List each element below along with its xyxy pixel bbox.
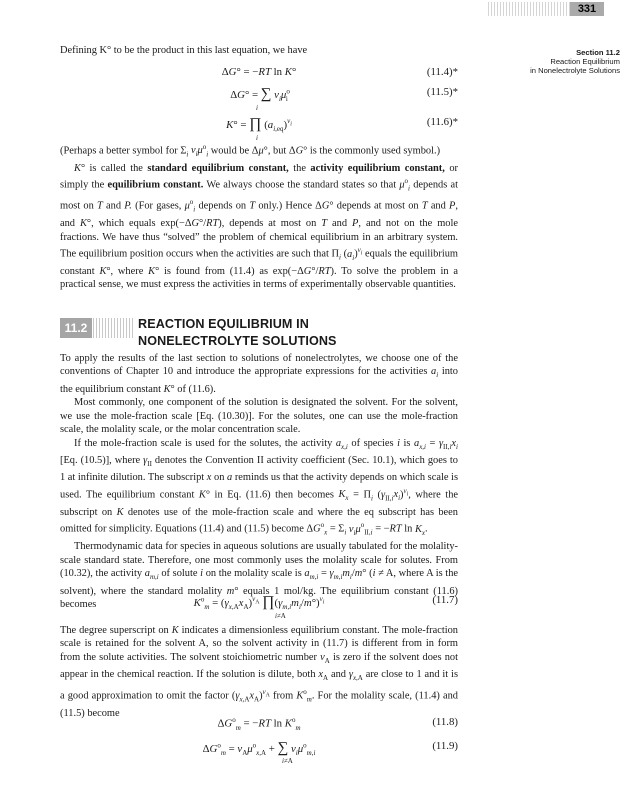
equation-11-7: [60, 594, 458, 614]
equation-11-8: [60, 716, 458, 732]
intro-line: Defining K° to be the product in this last equation, we have: [60, 45, 308, 56]
equation-11-9-number: (11.9): [432, 740, 458, 752]
paragraph-nonelectrolytes: To apply the results of the last section to solutions of nonelectrolytes, we choose one of the conventions of Chapter 10 and introduce the appropriate expressions for the activities $a_i$ into the equilibrium constant K° of (11.6). Most commonly, one component of the solution is designated the solvent. For the solvent, we use the mole-fraction scale [Eq. (10.30)]. For the solutes, one can use the mole-fraction scale, the molality scale, or the molar concentration scale. If the mole-fraction scale is used for the solutes, the activity $a_{x,i}$ of species i is $a_{x,i} = \gamma_{II,i}x_i$ [Eq. (10.5)], where $\gamma_{II}$ denotes the Convention II activity coefficient (Sec. 10.1), which goes to 1 at infinite dilution. The subscript x on a reminds us that the activity depends on which scale is used. The equilibrium constant K° in Eq. (11.6) then becomes $K_x = \Pi_i$ $(\gamma_{II,i}x_i)^{\nu_i}$, where the subscript on K denotes use of the mole-fraction scale and where the eq subscript has been omitted for simplicity. Equations (11.4) and (11.5) become $\Delta G^o_x = \Sigma_i$ $\nu_i\mu^o_{II,i} = -RT$ $\ln K_x$. Thermodynamic data for species in aqueous solutions are usually tabulated for the molality-scale standard state. Therefore, one most commonly uses the molality scale for solutes. From (10.32), the activity $a_{m,i}$ of solute i on the molality scale is $a_{m,i} = \gamma_{m,i}m_i/m^\circ$ (i ≠ A, where A is the solvent), where the standard molality m° equals 1 mol/kg. The equilibrium constant (11.6) becomes: [60, 353, 459, 610]
equation-11-8-body: $\Delta G^o_m = -RT$ $\ln K^o_m$: [217, 716, 301, 732]
equation-11-7-number: (11.7): [432, 594, 458, 606]
textbook-page: 331 Section 11.2 Reaction Equilibrium in Nonelectrolyte Solutions Defining K° to be the product in this last equation, we have ΔG° = −RT ln K° (11.4)* ΔG° = ∑ $\nu_i\mu^o_i$ (11.5)* i K° = ∏ $(a_{i,eq})^{\nu_i}$ (11.6)* i (Perhaps a better symbol for $\Sigma_i$ $\nu_i\mu^o_i$ would be Δμ°, but ΔG° is the commonly used symbol.) K° is called the standard equilibrium constant, the activity equilibrium constant, or simply the equilibrium constant. We always choose the standard states so that $\mu^o_i$ depends at most on T and P. (For gases, $\mu^o_i$ depends on T only.) Hence ΔG° depends at most on T and P, and K°, which equals exp(−ΔG°/RT), depends at most on T and P, and not on the mole fractions. We have thus “solved” the problem of chemical equilibrium in an arbitrary system. The equilibrium position occurs when the activities are such that $\Pi_i$ $(a_i)^{\nu_i}$ equals the equilibrium constant K°, where K° is found from (11.4) as exp(−ΔG°/RT). To solve the problem in a practical sense, we must express the activities in terms of experimentally observable quantities. 11.2 REACTION EQUILIBRIUM IN NONELECTROLYTE SOLUTIONS To apply the results of the last section to solutions of nonelectrolytes, we choose one of the conventions of Chapter 10 and introduce the appropriate expressions for the activities $a_i$ into the equilibrium constant K° of (11.6). Most commonly, one component of the solution is designated the solvent. For the solvent, we use the mole-fraction scale [Eq. (10.30)]. For the solutes, one can use the mole-fraction scale, the molality scale, or the molar concentration scale. If the mole-fraction scale is used for the solutes, the activity $a_{x,i}$ of species i is $a_{x,i} = \gamma_{II,i}x_i$ [Eq. (10.5)], where $\gamma_{II}$ denotes the Convention II activity coefficient (Sec. 10.1), which goes to 1 at infinite dilution. The subscript x on a reminds us that the activity depends on which scale is used. The equilibrium constant K° in Eq. (11.6) then becomes $K_x = \Pi_i$ $(\gamma_{II,i}x_i)^{\nu_i}$, where the subscript on K denotes use of the mole-fraction scale and where the eq subscript has been omitted for simplicity. Equations (11.4) and (11.5) become $\Delta G^o_x = \Sigma_i$ $\nu_i\mu^o_{II,i} = -RT$ $\ln K_x$. Thermodynamic data for species in aqueous solutions are usually tabulated for the molality-scale standard state. Therefore, one most commonly uses the molality scale for solutes. From (10.32), the activity $a_{m,i}$ of solute i on the molality scale is $a_{m,i} = \gamma_{m,i}m_i/m^\circ$ (i ≠ A, where A is the solvent), where the standard molality m° equals 1 mol/kg. The equilibrium constant (11.6) becomes $K^o_m = (\gamma_{x,A}x_A)^{\nu_A}$ $\prod(\gamma_{m,i}m_i/m^\circ)^{\nu_i}$ (11.7) i≠A The degree superscript on K indicates a dimensionless equilibrium constant. The mole-fraction scale is retained for the solvent A, so the solvent activity in (11.7) is different from in form from the solute activities. The solvent stoichiometric number $\nu_A$ is zero if the solvent does not appear in the chemical reaction. If the solution is dilute, both $x_A$ and $\gamma_{x,A}$ are close to 1 and it is a good approximation to omit the factor $(\gamma_{x,A}x_A)^{\nu_A}$ from $K^o_m$. For the molality scale, (11.4) and (11.5) become $\Delta G^o_m = -RT$ $\ln K^o_m$ (11.8) $\Delta G^o_m = \nu_A\mu^o_{x,A}$ + ∑ $\nu_i\mu^o_{m,i}$ (11.9) i≠A: [60, 3, 620, 765]
equation-11-4-number: (11.4)*: [426, 66, 458, 78]
equation-11-5-body: ΔG° = ∑ $\nu_i\mu^o_i$: [230, 86, 290, 104]
equation-11-6-body: K° = ∏ $(a_{i,eq})^{\nu_i}$: [226, 116, 292, 134]
paragraph-degree-superscript: The degree superscript on K indicates a dimensionless equilibrium constant. The mole-fraction scale is retained for the solvent A, so the solvent activity in (11.7) is different from in form from the solute activities. The solvent stoichiometric number $\nu_A$ is zero if the solvent does not appear in the chemical reaction. If the solution is dilute, both $x_A$ and $\gamma_{x,A}$ are close to 1 and it is a good approximation to omit the factor $(\gamma_{x,A}x_A)^{\nu_A}$ from $K^o_m$. For the molality scale, (11.4) and (11.5) become: [60, 625, 459, 719]
equation-11-4-body: ΔG° = −RT ln K°: [221, 66, 297, 78]
section-title-line-2: NONELECTROLYTE SOLUTIONS: [138, 334, 337, 348]
section-title-line-1: REACTION EQUILIBRIUM IN: [138, 317, 309, 331]
equation-11-6-number: (11.6)*: [426, 116, 458, 128]
equation-11-9: [60, 740, 458, 756]
equation-11-7-body: $K^o_m = (\gamma_{x,A}x_A)^{\nu_A}$ $\prod(\gamma_{m,i}m_i/m^\circ)^{\nu_i}$: [193, 594, 325, 612]
section-title: [138, 316, 337, 350]
equation-11-8-number: (11.8): [432, 716, 458, 728]
equation-11-4: [60, 66, 458, 82]
section-number: 11.2: [60, 318, 92, 338]
equation-11-5: [60, 86, 458, 102]
running-head-section: Section 11.2: [576, 48, 620, 57]
equation-11-5-number: (11.5)*: [426, 86, 458, 98]
running-head-title-2: in Nonelectrolyte Solutions: [530, 66, 620, 75]
running-head: [470, 48, 620, 75]
equation-11-6: [60, 116, 458, 132]
running-head-title-1: Reaction Equilibrium: [550, 57, 620, 66]
paragraph-equilibrium-constant: (Perhaps a better symbol for $\Sigma_i$ $\nu_i\mu^o_i$ would be Δμ°, but ΔG° is the commonly used symbol.) K° is called the standard equilibrium constant, the activity equilibrium constant, or simply the equilibrium constant. We always choose the standard states so that $\mu^o_i$ depends at most on T and P. (For gases, $\mu^o_i$ depends on T only.) Hence ΔG° depends at most on T and P, and K°, which equals exp(−ΔG°/RT), depends at most on T and P, and not on the mole fractions. We have thus “solved” the problem of chemical equilibrium in an arbitrary system. The equilibrium position occurs when the activities are such that $\Pi_i$ $(a_i)^{\nu_i}$ equals the equilibrium constant K°, where K° is found from (11.4) as exp(−ΔG°/RT). To solve the problem in a practical sense, we must express the activities in terms of experimentally observable quantities.: [60, 143, 459, 291]
equation-11-9-body: $\Delta G^o_m = \nu_A\mu^o_{x,A}$ + ∑ $\nu_i\mu^o_{m,i}$: [202, 740, 316, 758]
page-number: 331: [570, 2, 604, 16]
